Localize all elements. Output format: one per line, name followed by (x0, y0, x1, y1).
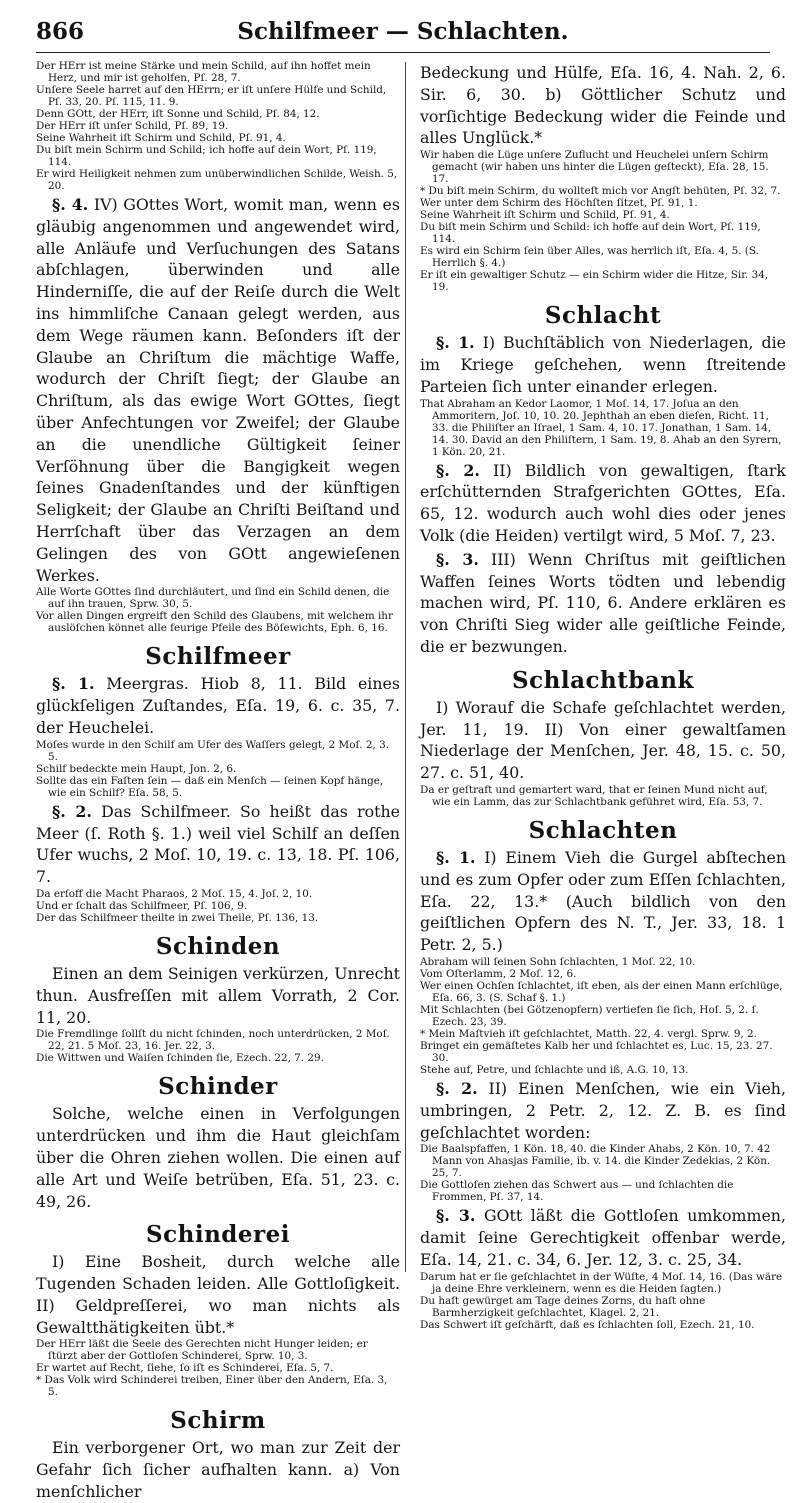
section-number: §. 3. (436, 549, 479, 569)
column-divider (405, 62, 406, 1272)
running-title: Schilfmeer — Schlachten. (237, 18, 569, 45)
entry-heading: Schlachtbank (512, 666, 694, 694)
scripture-citation: Sollte das ein Faſten ſein — daß ein Menſch — ſeinen Kopf hänge, wie ein Schilf? Eſa. 58, 5. (36, 774, 384, 799)
section-number: §. 1. (436, 847, 476, 867)
entry-heading: Schinden (155, 932, 281, 960)
scripture-citation: Vom Oſterlamm, 2 Moſ. 12, 6. (420, 967, 577, 980)
scripture-citation: Da er geſtraft und gemartert ward, that er ſeinen Mund nicht auf, wie ein Lamm, das zur Schlachtbank geführet wird, Eſa. 53, 7. (420, 783, 768, 808)
scripture-citation: Denn GOtt, der HErr, iſt Sonne und Schild, Pſ. 84, 12. (36, 108, 320, 120)
paragraph-text: I) Eine Bosheit, durch welche alle Tugenden Schaden leiden. Alle Gottloſigkeit. II) Geldpreſſerei, wo man nichts als Gewaltthätigkeiten übt.* (36, 1252, 400, 1337)
scripture-citation: Die Wittwen und Waiſen ſchinden ſie, Ezech. 22, 7. 29. (36, 1052, 324, 1065)
paragraph-text: III) Wenn Chriſtus mit geiſtlichen Waffen ſeines Worts tödten und lebendig machen wird, Pſ. 110, 6. Andere erklären es von Chriſti Sieg wider alle geiſtliche Feinde, die er bezwungen. (420, 549, 786, 656)
scripture-citation: Wir haben die Lüge unſere Zuflucht und Heuchelei unſern Schirm gemacht (wir haben uns hinter die Lügen geſteckt), Eſa. 28, 15. 17. (420, 149, 769, 186)
left-column (36, 60, 400, 1503)
entry-heading: Schinderei (146, 1221, 290, 1249)
scripture-citation: Die Baalspfaffen, 1 Kön. 18, 40. die Kinder Ahabs, 2 Kön. 10, 7. 42 Mann von Ahasjas Familie, ib. v. 14. die Kinder Zedekias, 2 Kön. 25, 7. (420, 1143, 771, 1180)
entry-paragraph (420, 549, 786, 658)
scripture-citation: Die Gottloſen ziehen das Schwert aus — und ſchlachten die Frommen, Pſ. 37, 14. (420, 1179, 734, 1204)
paragraph-text: I) Buchſtäblich von Niederlagen, die im Kriege geſchehen, wenn ſtreitende Parteien ſich unter einander erlegen. (420, 333, 786, 396)
scripture-citation: Er iſt ein gewaltiger Schutz — ein Schirm wider die Hitze, Sir. 34, 19. (420, 269, 769, 294)
scripture-citation: That Abraham an Kedor Laomor, 1 Moſ. 14, 17. Joſua an den Ammoritern, Joſ. 10, 10. 20. Jephthah an eben dieſen, Richt. 11, 33. die Philiſter an Iſrael, 1 Sam. 4, 10. 17. Jonathan, 1 Sam. 14, 14. 30. David an den Philiſtern, 1 Sam. 19, 8. Ahab an den Syrern, 1 Kön. 20, 21. (420, 397, 782, 458)
page-number: 866 (36, 18, 85, 45)
paragraph-text: Einen an dem Seinigen verkürzen, Unrecht thun. Ausfreſſen mit allem Vorrath, 2 Cor. 11, 20. (36, 963, 400, 1027)
scripture-citation: Er wartet auf Recht, ſiehe, ſo iſt es Schinderei, Eſa. 5, 7. (36, 1362, 334, 1375)
scripture-citation: Du haſt gewürget am Tage deines Zorns, du haſt ohne Barmherzigkeit geſchlachtet, Klagel. 2, 21. (420, 1294, 706, 1319)
entry-heading: Schlachten (528, 816, 678, 844)
section-number: §. 2. (436, 460, 480, 480)
entry-paragraph (36, 673, 400, 738)
section-number: §. 2. (52, 801, 92, 821)
entry-paragraph (420, 1205, 786, 1270)
page-header (36, 16, 770, 53)
scripture-citation: * Mein Maſtvieh iſt geſchlachtet, Matth. 22, 4. vergl. Sprw. 9, 2. (420, 1027, 757, 1040)
entry-paragraph (420, 62, 786, 149)
scripture-citation: * Du biſt mein Schirm, du wollteſt mich vor Angſt behüten, Pſ. 32, 7. (420, 185, 781, 198)
scripture-citation: Mit Schlachten (bei Götzenopfern) vertiefen ſie ſich, Hoſ. 5, 2. ſ. Ezech. 23, 39. (420, 1003, 759, 1028)
paragraph-text: Solche, welche einen in Verfolgungen unterdrücken und ihm die Haut gleichſam über die Ohren ziehen wollen. Die einen auf alle Art und Weiſe betrüben, Eſa. 51, 23. c. 49, 26. (36, 1104, 400, 1211)
scripture-citation: Du biſt mein Schirm und Schild: ich hoffe auf dein Wort, Pſ. 119, 114. (420, 221, 761, 246)
section-number: §. 1. (436, 333, 475, 353)
scripture-citation: Stehe auf, Petre, und ſchlachte und iß, A.G. 10, 13. (420, 1063, 689, 1076)
paragraph-text: II) Einen Menſchen, wie ein Vieh, umbringen, 2 Petr. 2, 12. Z. B. es ſind geſchlachtet worden: (420, 1078, 786, 1142)
entry-paragraph (36, 1251, 400, 1338)
entry-paragraph (420, 1078, 786, 1143)
entry-paragraph (420, 332, 786, 397)
section-number: §. 2. (436, 1078, 478, 1098)
scripture-citation: * Das Volk wird Schinderei treiben, Einer über den Andern, Eſa. 3, 5. (36, 1374, 388, 1399)
paragraph-text: IV) GOttes Wort, womit man, wenn es gläubig angenommen und angewendet wird, alle Anläufe und Verſuchungen des Satans abſchlagen, überwinden und alle Hinderniſſe, die auf der Reiſe durch die Welt ins himmliſche Canaan gelegt werden, aus dem Wege räumen kann. Beſonders iſt der Glaube an Chriſtum die mächtige Waffe, wodurch der Chriſt ſiegt; der Glaube an Chriſtum, als das ewige Wort GOttes, ſiegt über Anfechtungen vor Zweifel; der Glaube an die unendliche Gültigkeit ſeiner Verſöhnung über die Bangigkeit wegen ſeines Gnadenſtandes und der künftigen Seligkeit; der Glaube an Chriſti Beiſtand und Herrſchaft über das Verzagen an dem Gelingen des von GOtt angewieſenen Werkes. (36, 195, 400, 585)
entry-paragraph (36, 1103, 400, 1212)
scripture-citation: Du biſt mein Schirm und Schild; ich hoffe auf dein Wort, Pſ. 119, 114. (36, 144, 377, 168)
scripture-citation: Vor allen Dingen ergreift den Schild des Glaubens, mit welchem ihr auslöſchen könnet alle feurige Pfeile des Böſewichts, Eph. 6, 16. (36, 610, 393, 635)
right-column (420, 60, 786, 1331)
scripture-citation: Moſes wurde in den Schilf am Ufer des Waſſers gelegt, 2 Moſ. 2, 3. 5. (36, 738, 390, 763)
entry-heading: Schlacht (544, 302, 662, 330)
entry-paragraph (420, 460, 786, 547)
entry-paragraph (36, 963, 400, 1028)
paragraph-text: Meergras. Hiob 8, 11. Bild eines glückſeligen Zuſtandes, Eſa. 19, 6. c. 35, 7. der Heuchelei. (36, 674, 400, 737)
scripture-citation: Alle Worte GOttes ſind durchläutert, und ſind ein Schild denen, die auf ihn trauen, Sprw. 30, 5. (36, 586, 390, 611)
scripture-citation: Schilf bedeckte mein Haupt, Jon. 2, 6. (36, 762, 237, 775)
paragraph-text: I) Einem Vieh die Gurgel abſtechen und es zum Opfer oder zum Eſſen ſchlachten, Eſa. 22, 13.* (Auch bildlich von den geiſtlichen Opfern des N. T., Jer. 33, 18. 1 Petr. 2, 5.) (420, 847, 786, 955)
scripture-citation: Der das Schilfmeer theilte in zwei Theile, Pſ. 136, 13. (36, 911, 319, 924)
entry-heading: Schilfmeer (145, 643, 291, 671)
scripture-citation: Bringet ein gemäſtetes Kalb her und ſchlachtet es, Luc. 15, 23. 27. 30. (420, 1039, 773, 1064)
scripture-citation: Die Fremdlinge ſollſt du nicht ſchinden, noch unterdrücken, 2 Moſ. 22, 21. 5 Moſ. 23, 16. Jer. 22, 3. (36, 1028, 390, 1053)
entry-paragraph (36, 1437, 400, 1502)
scripture-citation: Seine Wahrheit iſt Schirm und Schild, Pſ. 91, 4. (420, 209, 670, 222)
entry-paragraph (36, 801, 400, 888)
paragraph-text: Ein verborgener Ort, wo man zur Zeit der Gefahr ſich ſicher aufhalten kann. a) Von menſchlicher (36, 1438, 400, 1502)
section-number: §. 1. (52, 674, 95, 694)
scripture-citation: Unſere Seele harret auf den HErrn; er iſt unſere Hülfe und Schild, Pſ. 33, 20. Pſ. 115, 11. 9. (36, 84, 387, 108)
entry-paragraph (420, 697, 786, 784)
entry-heading: Schinder (158, 1073, 278, 1101)
entry-heading: Schirm (170, 1407, 266, 1435)
scripture-citation: Und er ſchalt das Schilfmeer, Pſ. 106, 9. (36, 899, 248, 912)
scripture-citation: Abraham will ſeinen Sohn ſchlachten, 1 Moſ. 22, 10. (420, 955, 696, 968)
scripture-citation: Es wird ein Schirm ſein über Alles, was herrlich iſt, Eſa. 4, 5. (S. Herrlich §. 4.) (420, 245, 759, 270)
scripture-citation: Der HErr ist meine Stärke und mein Schild, auf ihn hoffet mein Herz, und mir ist geholfen, Pſ. 28, 7. (36, 60, 371, 84)
scripture-citation: Der HErr läßt die Seele des Gerechten nicht Hunger leiden; er ſtürzt aber der Gottloſen Schinderei, Sprw. 10, 3. (36, 1338, 368, 1363)
paragraph-text: II) Bildlich von gewaltigen, ſtark erſchütternden Strafgerichten GOttes, Eſa. 65, 12. wodurch auch wohl dies oder jenes Volk (die Heiden) vertilgt wird, 5 Moſ. 7, 23. (420, 460, 786, 545)
paragraph-text: GOtt läßt die Gottloſen umkommen, damit ſeine Gerechtigkeit offenbar werde, Eſa. 14, 21. c. 34, 6. Jer. 12, 3. c. 25, 34. (420, 1206, 786, 1269)
section-number: §. 4. (52, 195, 89, 214)
entry-paragraph (36, 194, 400, 586)
entry-paragraph (420, 847, 786, 956)
scripture-citation: Das Schwert iſt geſchärft, daß es ſchlachten ſoll, Ezech. 21, 10. (420, 1318, 755, 1331)
scripture-citation: Da erſoff die Macht Pharaos, 2 Moſ. 15, 4. Joſ. 2, 10. (36, 887, 313, 900)
paragraph-text: I) Worauf die Schafe geſchlachtet werden, Jer. 11, 19. II) Von einer gewaltſamen Niederlage der Menſchen, Jer. 48, 15. c. 50, 27. c. 51, 40. (420, 697, 786, 783)
scripture-citation: Wer einen Ochſen ſchlachtet, iſt eben, als der einen Mann erſchlüge, Eſa. 66, 3. (S. Schaf §. 1.) (420, 979, 783, 1004)
scripture-citation: Der HErr iſt unſer Schild, Pſ. 89, 19. (36, 120, 229, 132)
scripture-citation: Er wird Heiligkeit nehmen zum unüberwindlichen Schilde, Weish. 5, 20. (36, 168, 398, 192)
paragraph-text: Bedeckung und Hülfe, Eſa. 16, 4. Nah. 2, 6. Sir. 6, 30. b) Göttlicher Schutz und vorſichtige Bedeckung wider die Feinde und alles Unglück.* (420, 63, 786, 148)
scripture-citation: Wer unter dem Schirm des Höchſten ſitzet, Pſ. 91, 1. (420, 197, 698, 210)
paragraph-text: Das Schilfmeer. So heißt das rothe Meer (ſ. Roth §. 1.) weil viel Schilf an deſſen Ufer wuchs, 2 Moſ. 10, 19. c. 13, 18. Pſ. 106, 7. (36, 801, 400, 887)
section-number: §. 3. (436, 1206, 476, 1226)
scripture-citation: Darum hat er ſie geſchlachtet in der Wüſte, 4 Moſ. 14, 16. (Das wäre ja deine Ehre verkleinern, wenn es die Heiden ſagten.) (420, 1270, 783, 1295)
scripture-citation: Seine Wahrheit iſt Schirm und Schild, Pſ. 91, 4. (36, 132, 286, 144)
